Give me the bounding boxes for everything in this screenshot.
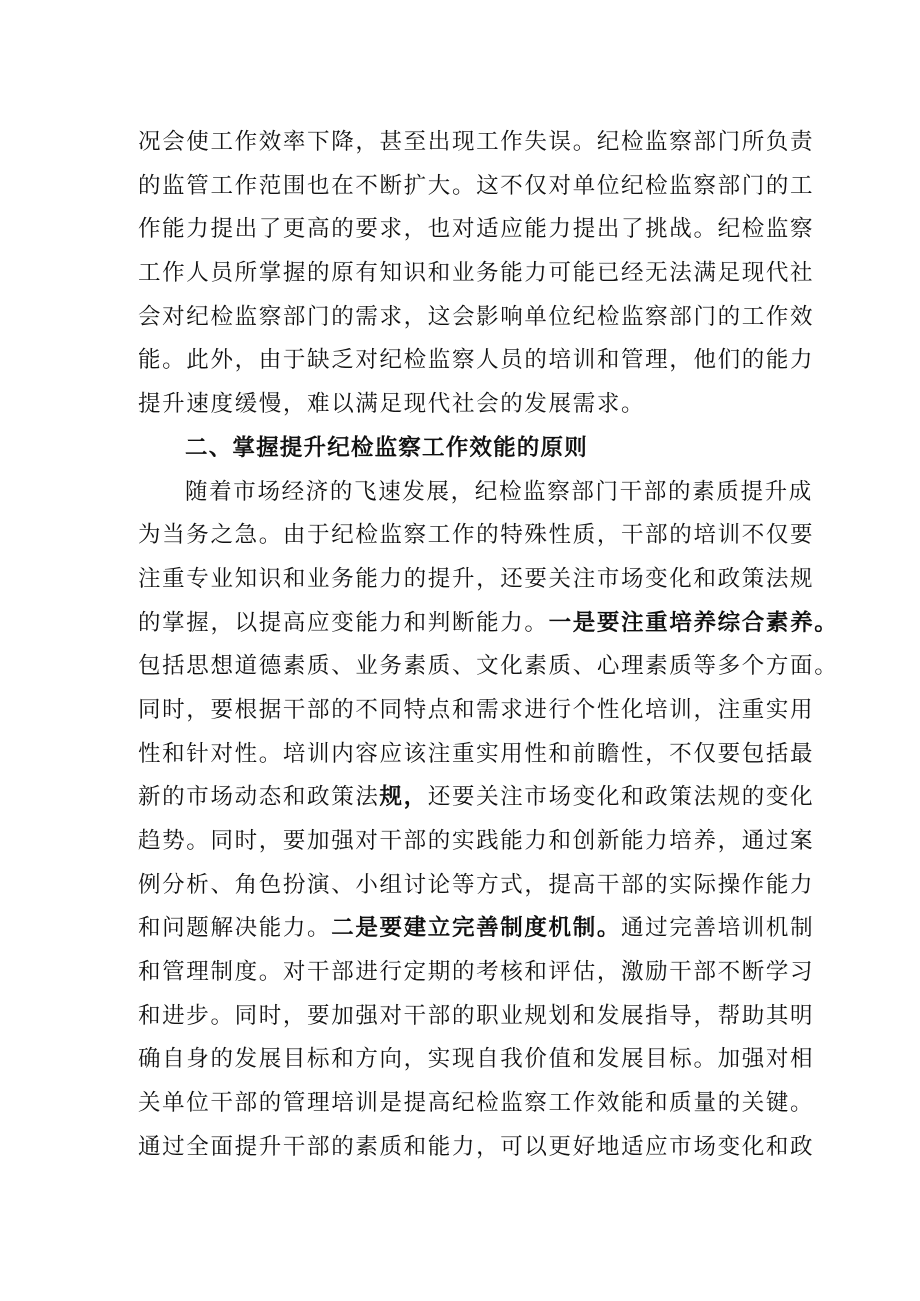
text-segment: 提升速度缓慢，难以满足现代社会的发展需求。 xyxy=(138,391,646,418)
text-segment: 通过完善培训机制 xyxy=(621,915,815,942)
bold-text-segment: 二、掌握提升纪检监察工作效能的原则 xyxy=(185,434,588,461)
text-segment: 随着市场经济的飞速发展，纪检监察部门干部的素质提升成 xyxy=(185,478,813,505)
text-line xyxy=(138,864,815,908)
text-line xyxy=(138,602,839,646)
text-segment: 和管理制度。对干部进行定期的考核和评估，激励干部不断学习 xyxy=(138,959,815,986)
text-line xyxy=(138,951,815,995)
text-segment: 通过全面提升干部的素质和能力，可以更好地适应市场变化和政 xyxy=(138,1133,815,1160)
text-line xyxy=(138,208,815,252)
text-segment: 包括思想道德素质、业务素质、文化素质、心理素质等多个方面。 xyxy=(138,653,839,680)
text-line xyxy=(138,121,815,165)
bold-text-segment: 规， xyxy=(379,784,428,811)
text-line xyxy=(138,1038,815,1082)
text-segment: 会对纪检监察部门的需求，这会影响单位纪检监察部门的工作效 xyxy=(138,303,815,330)
text-segment: 和问题解决能力。 xyxy=(138,915,332,942)
text-line xyxy=(138,820,815,864)
text-segment: 注重专业知识和业务能力的提升，还要关注市场变化和政策法规 xyxy=(138,565,815,592)
text-line xyxy=(138,733,815,777)
text-line xyxy=(138,165,815,209)
text-line xyxy=(138,995,815,1039)
text-line xyxy=(138,383,784,427)
text-segment: 和进步。同时，要加强对干部的职业规划和发展指导，帮助其明 xyxy=(138,1002,815,1029)
text-segment: 确自身的发展目标和方向，实现自我价值和发展目标。加强对相 xyxy=(138,1046,815,1073)
text-line xyxy=(138,296,815,340)
text-line xyxy=(138,689,815,733)
text-line xyxy=(138,558,815,602)
text-segment: 例分析、角色扮演、小组讨论等方式，提高干部的实际操作能力 xyxy=(138,871,815,898)
text-segment: 为当务之急。由于纪检监察工作的特殊性质，干部的培训不仅要 xyxy=(138,522,815,549)
text-line xyxy=(138,907,815,951)
text-segment: 的掌握，以提高应变能力和判断能力。 xyxy=(138,609,549,636)
bold-text-segment: 二是要建立完善制度机制。 xyxy=(331,915,622,942)
document-body xyxy=(138,121,839,1170)
text-segment: 趋势。同时，要加强对干部的实践能力和创新能力培养，通过案 xyxy=(138,828,815,854)
text-line xyxy=(138,1126,815,1170)
text-segment: 工作人员所掌握的原有知识和业务能力可能已经无法满足现代社 xyxy=(138,260,815,287)
text-segment: 作能力提出了更高的要求，也对适应能力提出了挑战。纪检监察 xyxy=(138,216,815,243)
section-heading xyxy=(138,427,784,471)
text-line xyxy=(138,1082,815,1126)
text-segment: 关单位干部的管理培训是提高纪检监察工作效能和质量的关键。 xyxy=(138,1090,815,1117)
text-line xyxy=(138,645,839,689)
text-segment: 新的市场动态和政策法 xyxy=(138,784,380,811)
text-segment: 能。此外，由于缺乏对纪检监察人员的培训和管理，他们的能力 xyxy=(138,347,815,374)
text-segment: 还要关注市场变化和政策法规的变化 xyxy=(427,784,815,811)
text-line xyxy=(138,514,815,558)
text-line xyxy=(138,339,815,383)
text-segment: 性和针对性。培训内容应该注重实用性和前瞻性，不仅要包括最 xyxy=(138,740,815,767)
bold-text-segment: 一是要注重培养综合素养。 xyxy=(548,609,839,636)
text-line xyxy=(138,471,813,515)
text-segment: 的监管工作范围也在不断扩大。这不仅对单位纪检监察部门的工 xyxy=(138,172,815,199)
text-segment: 同时，要根据干部的不同特点和需求进行个性化培训，注重实用 xyxy=(138,696,815,723)
text-line xyxy=(138,776,815,820)
text-line xyxy=(138,252,815,296)
text-segment: 况会使工作效率下降，甚至出现工作失误。纪检监察部门所负责 xyxy=(138,129,815,155)
